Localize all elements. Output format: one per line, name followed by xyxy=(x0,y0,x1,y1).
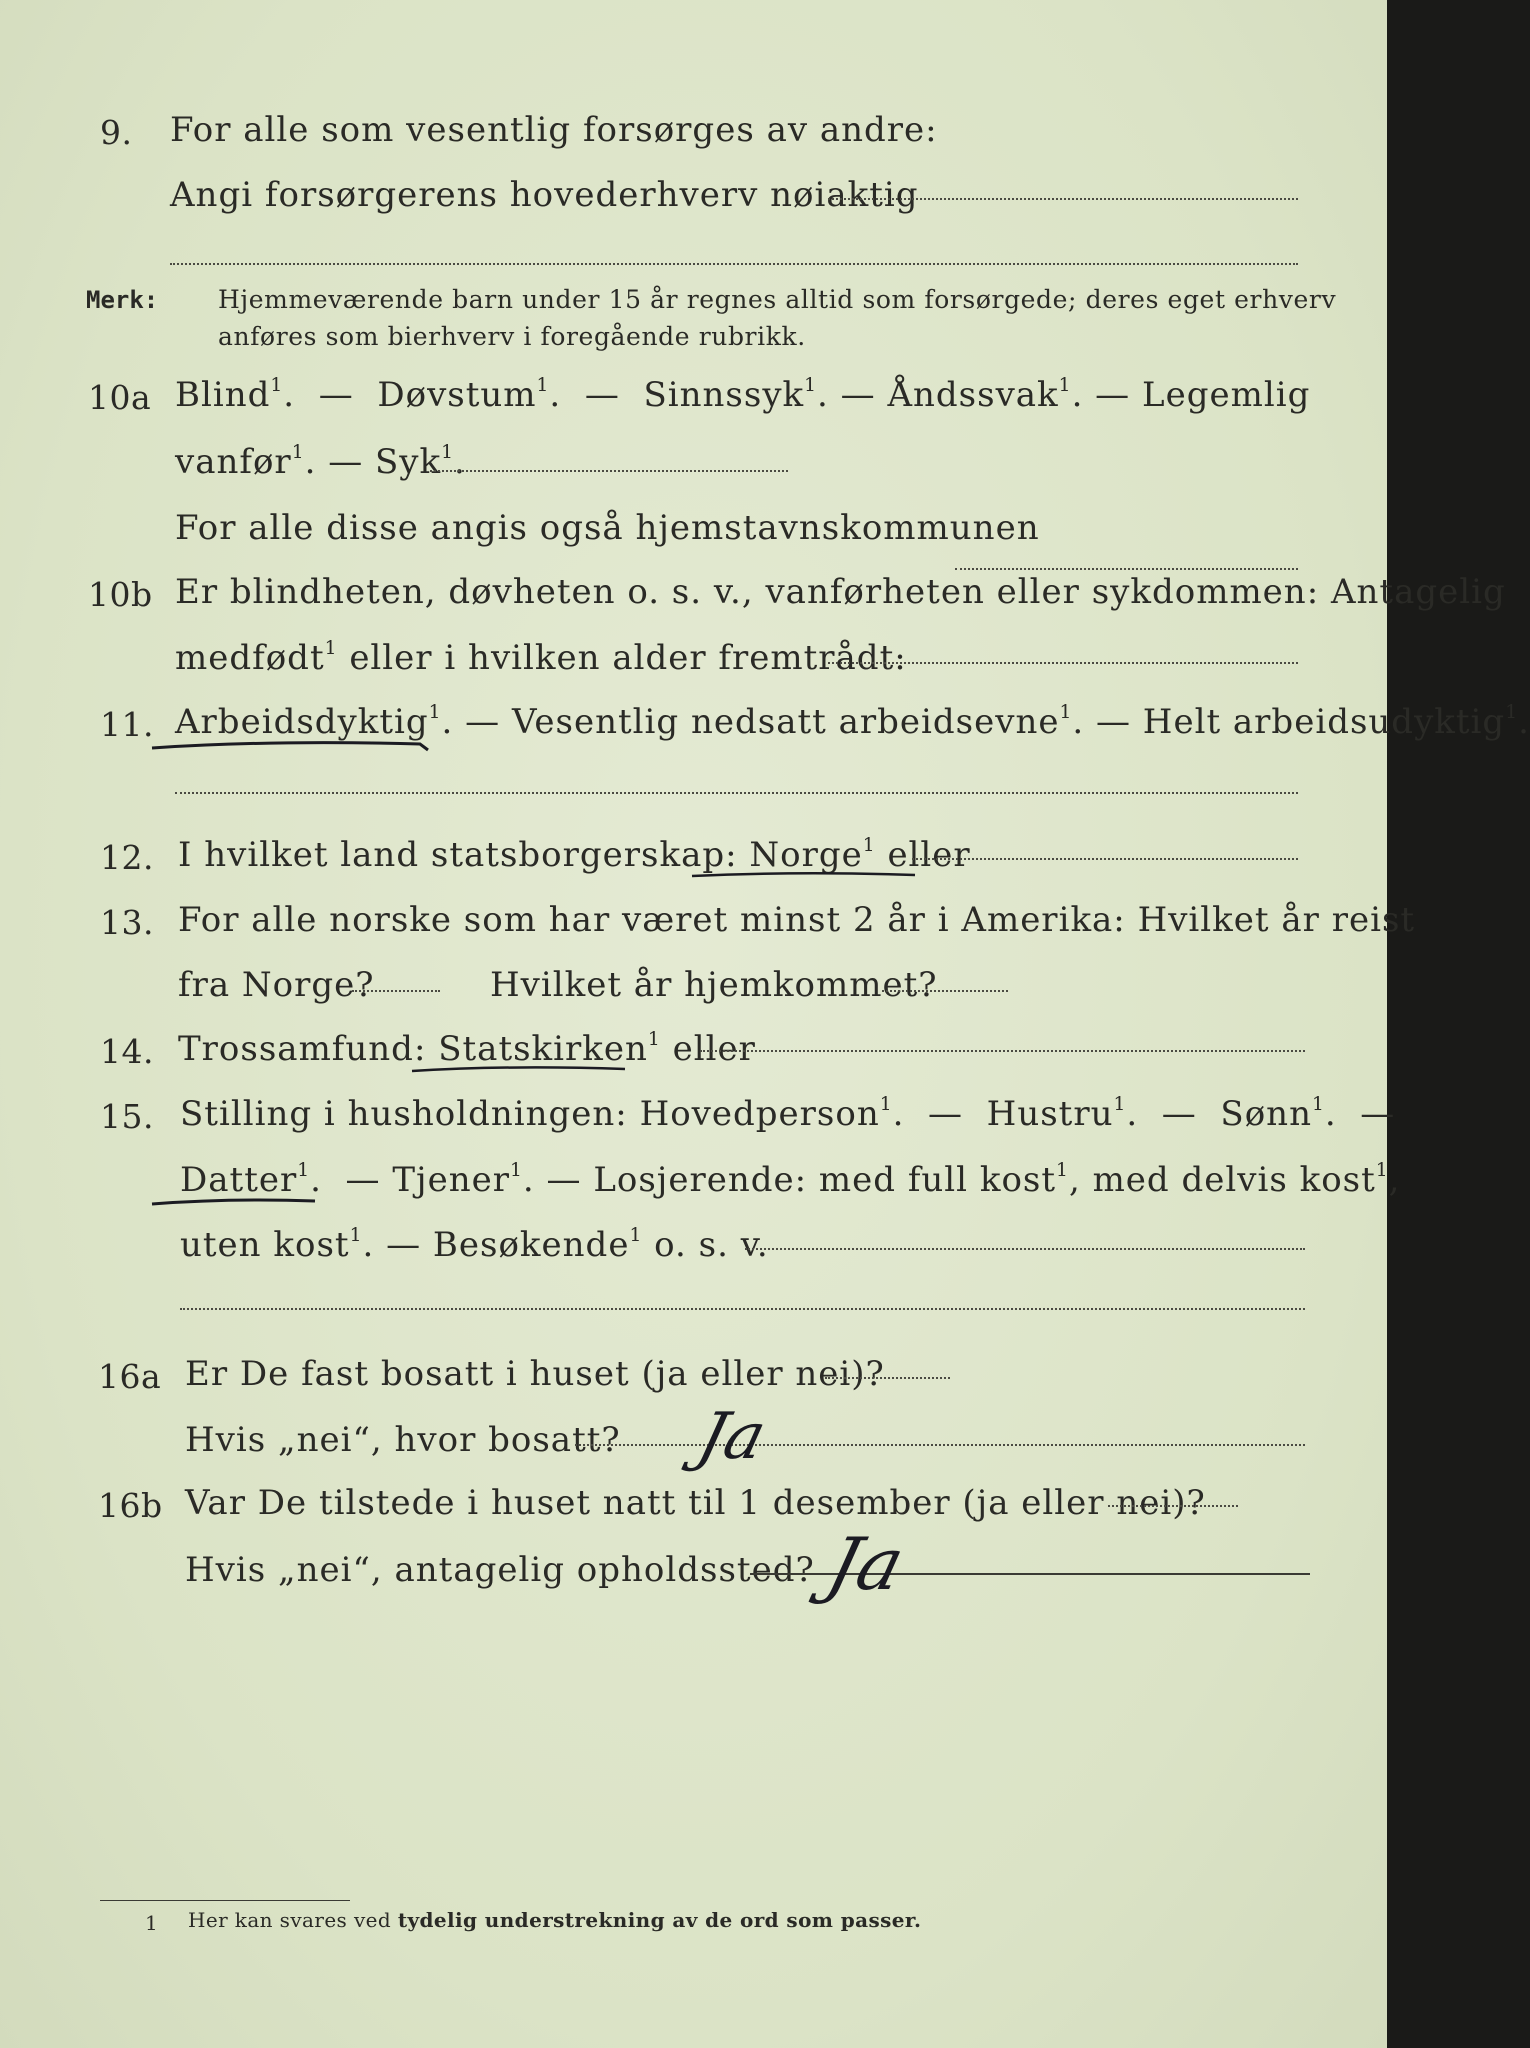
footnote-mark: 1 xyxy=(145,1911,159,1935)
footnote-separator xyxy=(100,1900,350,1901)
q11-udyktig[interactable]: Helt arbeidsudyktig xyxy=(1142,702,1506,742)
q10b-line1: Er blindheten, døvheten o. s. v., vanførheten eller sykdommen: Antagelig xyxy=(175,572,1506,612)
q15-losjerende[interactable]: Losjerende: med full kost xyxy=(593,1160,1057,1200)
merk-line2: anføres som bierhverv i foregående rubrikk. xyxy=(218,322,806,351)
q10b-line2: medfødt$^1$ eller i hvilken alder fremtrådt: xyxy=(175,638,907,678)
q15-other-field[interactable] xyxy=(745,1248,1305,1250)
q15-sonn[interactable]: Sønn xyxy=(1220,1094,1312,1134)
q15-hovedperson[interactable]: Stilling i husholdningen: Hovedperson xyxy=(180,1094,880,1134)
q16b-number: 16b xyxy=(98,1486,163,1525)
q9-number: 9. xyxy=(100,113,133,152)
q10a-hjemstavn-field[interactable] xyxy=(955,568,1298,570)
q10a-legemlig[interactable]: Legemlig xyxy=(1142,375,1311,415)
q16b-handwritten-answer: Ja xyxy=(819,1522,913,1606)
q14-handwritten-underline xyxy=(410,1064,630,1078)
q12-country-field[interactable] xyxy=(912,858,1298,860)
q11-nedsatt[interactable]: Vesentlig nedsatt arbeidsevne xyxy=(511,702,1060,742)
q15-number: 15. xyxy=(100,1097,154,1136)
q15-delvis[interactable]: med delvis kost xyxy=(1092,1160,1376,1200)
q9-line1: For alle som vesentlig forsørges av andre: xyxy=(170,110,938,150)
q10a-dovstum[interactable]: Døvstum xyxy=(377,375,537,415)
q10a-vanfor[interactable]: vanfør xyxy=(175,442,292,482)
q15-hustru[interactable]: Hustru xyxy=(986,1094,1114,1134)
q12-number: 12. xyxy=(100,838,154,877)
q15-line1: Stilling i husholdningen: Hovedperson$^1$. — Hustru$^1$. — Sønn$^1$. — xyxy=(180,1094,1396,1134)
q10a-syk-field[interactable] xyxy=(430,470,788,472)
q10b-number: 10b xyxy=(88,575,153,614)
q15-datter[interactable]: Datter xyxy=(180,1160,298,1200)
q15-osv: o. s. v. xyxy=(654,1225,769,1265)
q10a-syk[interactable]: Syk xyxy=(375,442,442,482)
q12-line: I hvilket land statsborgerskap: Norge$^1$ eller xyxy=(178,835,971,875)
merk-line1: Hjemmeværende barn under 15 år regnes alltid som forsørgede; deres eget erhverv xyxy=(218,285,1337,314)
q10a-number: 10a xyxy=(88,378,152,417)
q16a-line2: Hvis „nei“, hvor bosatt? xyxy=(185,1420,621,1460)
q16b-line1: Var De tilstede i huset natt til 1 desember (ja eller nei)? xyxy=(185,1483,1206,1523)
q13-line2b: Hvilket år hjemkommet? xyxy=(490,965,938,1005)
q14-statskirken[interactable]: Statskirken xyxy=(438,1029,648,1069)
q14-line: Trossamfund: Statskirken$^1$ eller xyxy=(178,1029,756,1069)
q16a-yesno-field[interactable] xyxy=(825,1377,950,1379)
q16a-number: 16a xyxy=(98,1357,162,1396)
q10b-age-field[interactable] xyxy=(828,662,1298,664)
q10a-andssvak[interactable]: Åndssvak xyxy=(887,375,1059,415)
q15-tjener[interactable]: Tjener xyxy=(392,1160,510,1200)
q13-year-returned-field[interactable] xyxy=(882,990,1008,992)
q10a-blind[interactable]: Blind xyxy=(175,375,271,415)
q12-eller: eller xyxy=(887,835,971,875)
q15-uten[interactable]: uten kost xyxy=(180,1225,350,1265)
q14-faith-field[interactable] xyxy=(700,1050,1305,1052)
q16a-where-field[interactable] xyxy=(575,1444,1305,1446)
q16a-handwritten-answer: Ja xyxy=(690,1400,774,1474)
q11-handwritten-underline xyxy=(150,738,430,758)
q12-norge[interactable]: Norge xyxy=(749,835,863,875)
q13-number: 13. xyxy=(100,903,154,942)
q11-arbeidsdyktig[interactable]: Arbeidsdyktig xyxy=(175,702,429,742)
q13-year-left-field[interactable] xyxy=(352,990,440,992)
q15-handwritten-underline xyxy=(150,1196,320,1210)
q14-number: 14. xyxy=(100,1032,154,1071)
q13-line2a: fra Norge? xyxy=(178,965,375,1005)
q14-text: Trossamfund: xyxy=(178,1029,427,1069)
q9-answer-field[interactable] xyxy=(828,198,1298,200)
q10a-line2: vanfør$^1$. — Syk$^1$. xyxy=(175,442,466,482)
merk-label: Merk: xyxy=(86,286,159,314)
q11-line: Arbeidsdyktig$^1$. — Vesentlig nedsatt arbeidsevne$^1$. — Helt arbeidsudyktig$^1$. xyxy=(175,702,1530,742)
footnote-text: Her kan svares ved tydelig understrekning av de ord som passer. xyxy=(188,1908,922,1932)
q10a-line1: Blind$^1$. — Døvstum$^1$. — Sinnssyk$^1$. — Åndssvak$^1$. — Legemlig xyxy=(175,375,1311,415)
q15-line2: Datter$^1$. — Tjener$^1$. — Losjerende: med full kost$^1$, med delvis kost$^1$, xyxy=(180,1160,1401,1200)
q15-line3: uten kost$^1$. — Besøkende$^1$ o. s. v. xyxy=(180,1225,769,1265)
q12-handwritten-underline xyxy=(690,870,920,884)
q15-other-field-2[interactable] xyxy=(180,1308,1305,1310)
q16b-yesno-field[interactable] xyxy=(1108,1505,1238,1507)
q16a-line1: Er De fast bosatt i huset (ja eller nei)? xyxy=(185,1354,885,1394)
q9-answer-field-2[interactable] xyxy=(170,263,1298,265)
q15-besokende[interactable]: Besøkende xyxy=(432,1225,630,1265)
q10b-line2-rest: eller i hvilken alder fremtrådt: xyxy=(349,638,907,678)
q16b-line2: Hvis „nei“, antagelig opholdssted? xyxy=(185,1550,815,1590)
q11-number: 11. xyxy=(100,705,154,744)
q14-eller: eller xyxy=(672,1029,756,1069)
q11-answer-field[interactable] xyxy=(175,792,1298,794)
q9-line2: Angi forsørgerens hovederhverv nøiaktig xyxy=(170,175,919,215)
q12-text: I hvilket land statsborgerskap: xyxy=(178,835,738,875)
q10b-medfodt[interactable]: medfødt xyxy=(175,638,325,678)
q13-line1: For alle norske som har været minst 2 år i Amerika: Hvilket år reist xyxy=(178,900,1416,940)
q10a-line3: For alle disse angis også hjemstavnskommunen xyxy=(175,508,1040,548)
q10a-sinnssyk[interactable]: Sinnssyk xyxy=(643,375,805,415)
